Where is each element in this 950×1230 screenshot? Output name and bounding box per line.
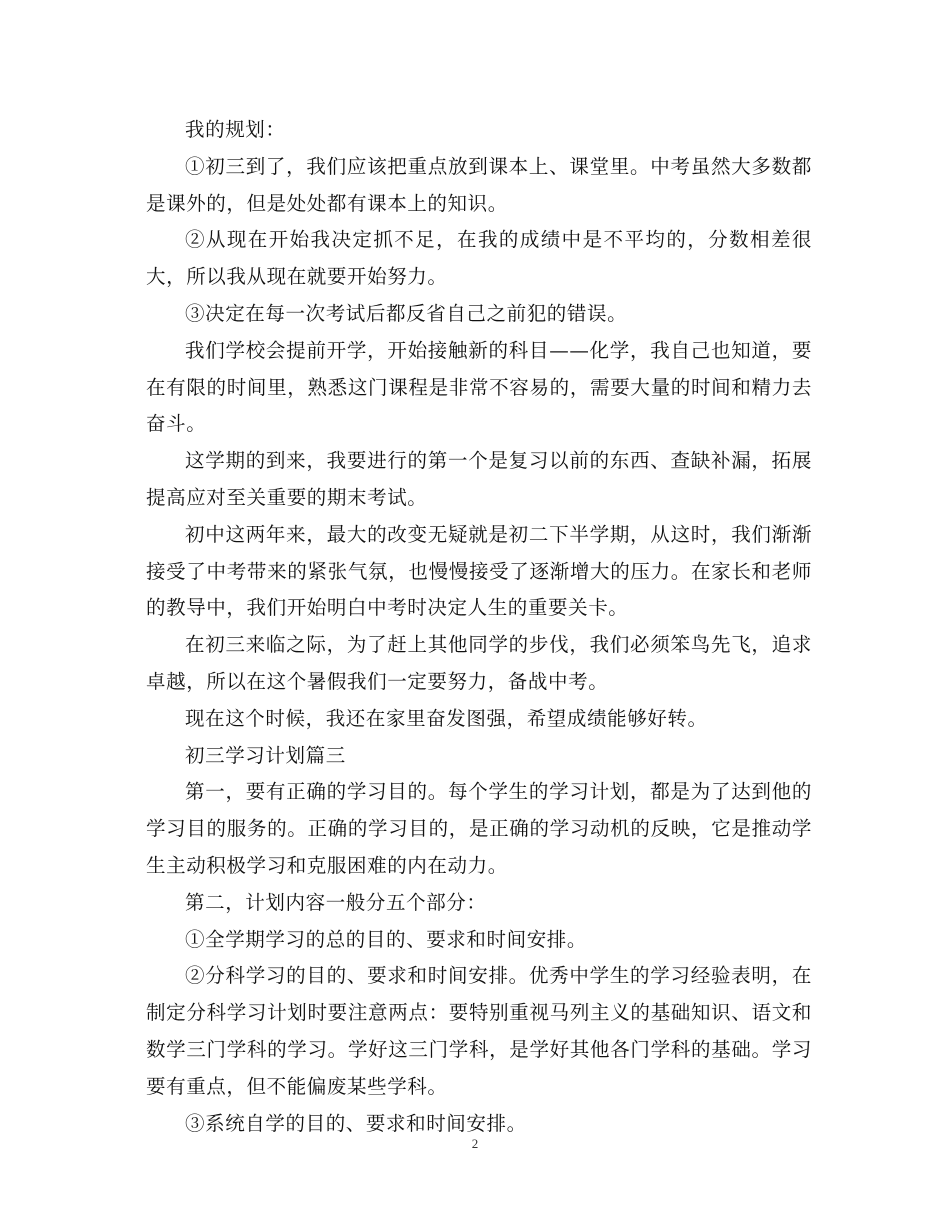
paragraph-plan-heading: 我的规划：	[185, 118, 286, 141]
paragraph-chemistry: 我们学校会提前开学，开始接触新的科目——化学，我自己也知道，要在有限的时间里，熟悉这门课程是非常不容易的，需要大量的时间和精力去奋斗。	[146, 338, 812, 436]
paragraph-two-years: 初中这两年来，最大的改变无疑就是初二下半学期，从这时，我们渐渐接受了中考带来的紧张气氛，也慢慢接受了逐渐增大的压力。在家长和老师的教导中，我们开始明白中考时决定人生的重要关卡。	[146, 522, 812, 620]
paragraph-now: 现在这个时候，我还在家里奋发图强，希望成绩能够好转。	[185, 706, 708, 730]
paragraph-plan-item-3: ③决定在每一次考试后都反省自己之前犯的错误。	[185, 301, 628, 325]
document-body	[146, 112, 812, 1142]
paragraph-plan-item-1: ①初三到了，我们应该把重点放到课本上、课堂里。中考虽然大多数都是课外的，但是处处都有课本上的知识。	[146, 154, 812, 215]
paragraph-second-item-2: ②分科学习的目的、要求和时间安排。优秀中学生的学习经验表明，在制定分科学习计划时要注意两点：要特别重视马列主义的基础知识、语文和数学三门学科的学习。学好这三门学科，是学好其他各门学科的基础。学习要有重点，但不能偏废某些学科。	[146, 964, 812, 1098]
paragraph-review: 这学期的到来，我要进行的第一个是复习以前的东西、查缺补漏，拓展提高应对至关重要的期末考试。	[146, 449, 812, 509]
paragraph-second-item-1: ①全学期学习的总的目的、要求和时间安排。	[185, 927, 588, 951]
paragraph-second: 第二，计划内容一般分五个部分：	[185, 890, 487, 914]
paragraph-first: 第一，要有正确的学习目的。每个学生的学习计划，都是为了达到他的学习目的服务的。正确的学习目的，是正确的学习动机的反映，它是推动学生主动积极学习和克服困难的内在动力。	[146, 780, 812, 877]
page-number: 2	[471, 1136, 479, 1151]
paragraph-plan-item-2: ②从现在开始我决定抓不足，在我的成绩中是不平均的，分数相差很大，所以我从现在就要开始努力。	[146, 228, 812, 289]
paragraph-summer: 在初三来临之际，为了赶上其他同学的步伐，我们必须笨鸟先飞，追求卓越，所以在这个暑假我们一定要努力，备战中考。	[146, 633, 812, 693]
paragraph-second-item-3: ③系统自学的目的、要求和时间安排。	[185, 1111, 527, 1135]
section-title: 初三学习计划篇三	[185, 743, 346, 767]
